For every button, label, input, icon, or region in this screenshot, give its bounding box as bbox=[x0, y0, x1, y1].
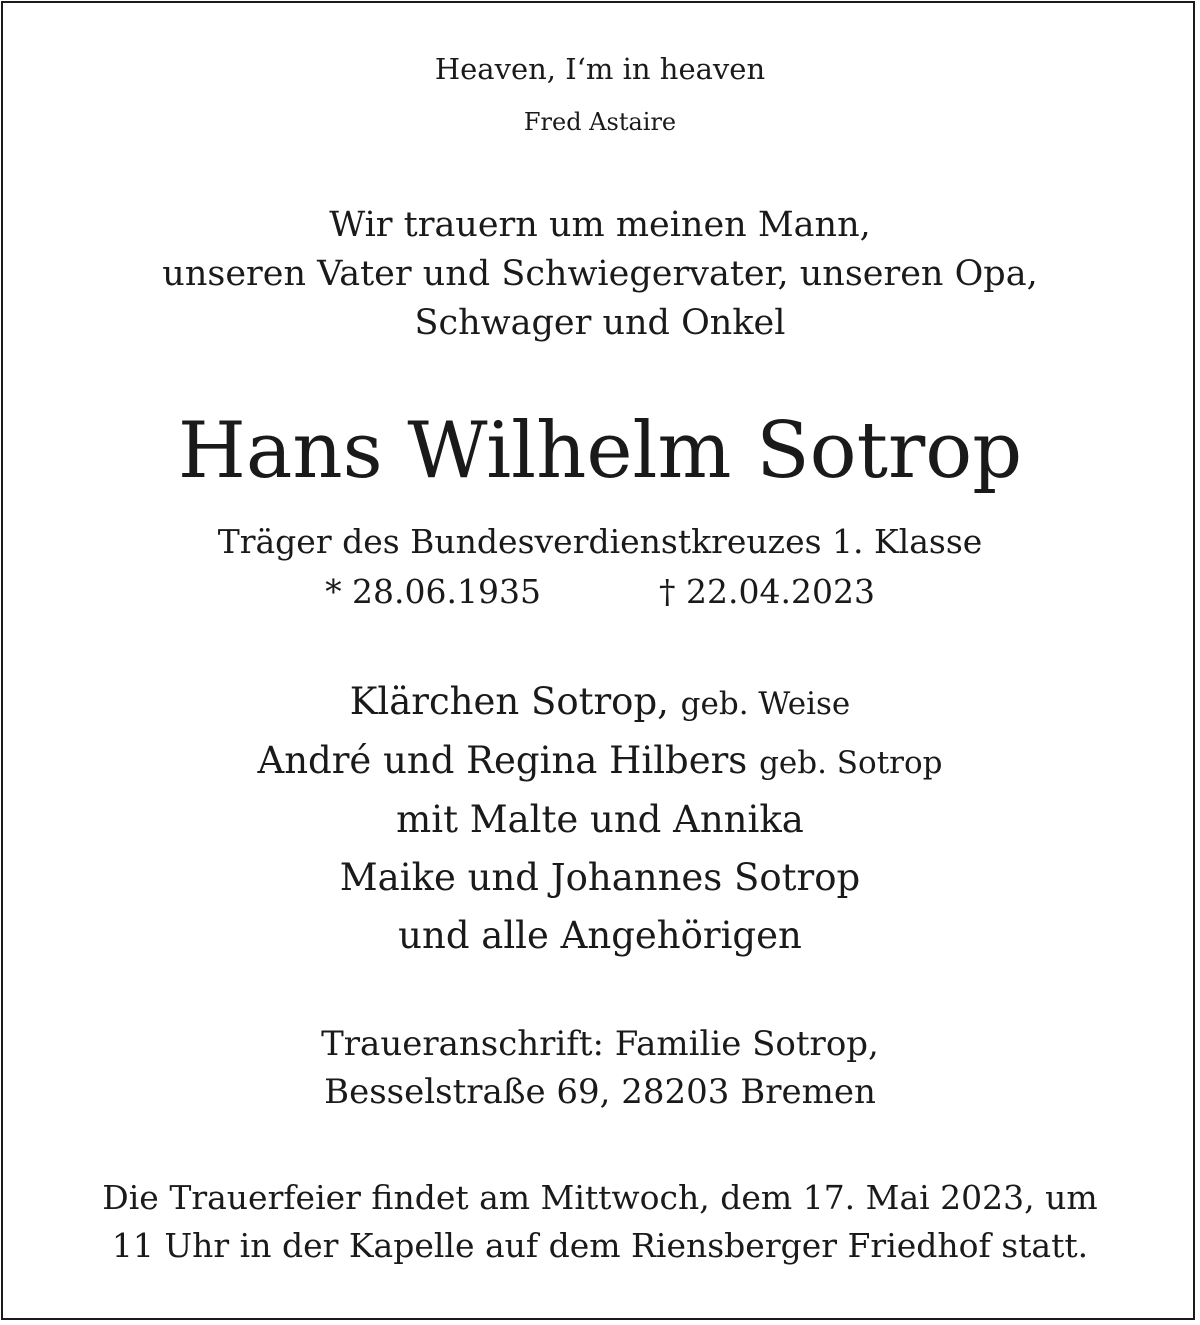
mourner-name: André und Regina Hilbers bbox=[257, 739, 748, 782]
mourner-line bbox=[0, 680, 1200, 723]
mourning-address-line-1: Traueranschrift: Familie Sotrop, bbox=[321, 1024, 879, 1064]
quote-author: Fred Astaire bbox=[523, 108, 677, 136]
mourner-line: und alle Angehörigen bbox=[398, 914, 802, 957]
intro-line-3: Schwager und Onkel bbox=[414, 303, 786, 343]
mourner-maiden-name: geb. Weise bbox=[680, 686, 851, 722]
mourner-line: Maike und Johannes Sotrop bbox=[339, 856, 861, 899]
death-date: † 22.04.2023 bbox=[659, 572, 875, 611]
birth-date: * 28.06.1935 bbox=[325, 572, 541, 611]
intro-line-2: unseren Vater und Schwiegervater, unseren Opa, bbox=[162, 254, 1038, 294]
notice-border bbox=[1, 1, 1195, 1320]
mourner-line bbox=[0, 739, 1200, 782]
intro-line-1: Wir trauern um meinen Mann, bbox=[329, 205, 871, 245]
deceased-honor: Träger des Bundesverdienstkreuzes 1. Klasse bbox=[217, 522, 983, 561]
mourner-line: mit Malte und Annika bbox=[396, 798, 804, 841]
deceased-name: Hans Wilhelm Sotrop bbox=[177, 406, 1023, 496]
mourning-address-line-2: Besselstraße 69, 28203 Bremen bbox=[324, 1072, 876, 1112]
mourner-name: Klärchen Sotrop, bbox=[349, 680, 669, 723]
mourner-maiden-name: geb. Sotrop bbox=[759, 745, 943, 781]
funeral-info-line-2: 11 Uhr in der Kapelle auf dem Riensberger Friedhof statt. bbox=[111, 1226, 1089, 1265]
quote-text: Heaven, I‘m in heaven bbox=[434, 52, 766, 86]
funeral-info-line-1: Die Trauerfeier findet am Mittwoch, dem 17. Mai 2023, um bbox=[102, 1178, 1098, 1217]
life-dates bbox=[0, 572, 1200, 611]
